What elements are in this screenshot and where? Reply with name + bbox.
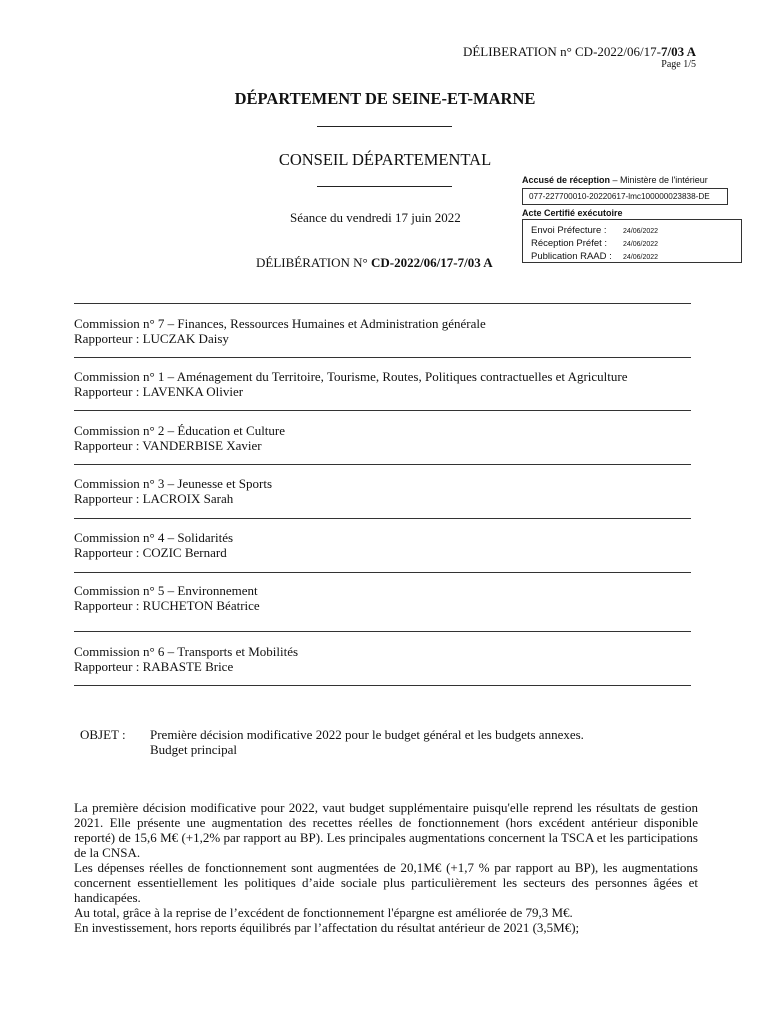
deliberation-prefix: DÉLIBÉRATION N°: [256, 255, 371, 270]
commission-rapporteur: Rapporteur : LUCZAK Daisy: [74, 331, 229, 346]
section-rule: [74, 518, 691, 519]
section-rule: [74, 357, 691, 358]
commission-rapporteur: Rapporteur : LAVENKA Olivier: [74, 384, 244, 399]
commission-block: [74, 369, 628, 399]
stamp-row-value: 24/06/2022: [623, 254, 659, 261]
stamp-row-label: Publication RAAD :: [531, 251, 612, 262]
section-rule: [74, 303, 691, 304]
section-rule: [74, 464, 691, 465]
stamp-row-envoi: [531, 225, 741, 238]
body-text: [74, 800, 698, 935]
section-rule: [74, 685, 691, 686]
stamp-dates-box: [522, 219, 742, 263]
department-title: DÉPARTEMENT DE SEINE-ET-MARNE: [234, 89, 536, 108]
objet-line-1: Première décision modificative 2022 pour le budget général et les budgets annexes.: [150, 727, 584, 742]
deliberation-code: CD-2022/06/17-7/03 A: [370, 255, 493, 270]
section-rule: [74, 572, 691, 573]
commission-block: [74, 530, 233, 560]
commission-title: Commission n° 4 – Solidarités: [74, 530, 234, 545]
body-paragraph: Les dépenses réelles de fonctionnement sont augmentées de 20,1M€ (+1,7 % par rapport au BP), les augmentations concernent essentiellement les politiques d’aide sociale plus particulièrement les secteurs des personnes âgées et handicapées.: [74, 860, 698, 905]
deliberation-reference: [463, 44, 696, 60]
commission-title: Commission n° 5 – Environnement: [74, 583, 258, 598]
commission-block: [74, 476, 272, 506]
commission-rapporteur: Rapporteur : LACROIX Sarah: [74, 491, 234, 506]
body-paragraph: Au total, grâce à la reprise de l’excédent de fonctionnement l'épargne est améliorée de 79,3 M€.: [74, 905, 573, 920]
commission-title: Commission n° 1 – Aménagement du Territoire, Tourisme, Routes, Politiques contractuelles et Agriculture: [74, 369, 628, 384]
stamp-row-value: 24/06/2022: [623, 228, 659, 235]
stamp-row-publication: [531, 251, 741, 264]
commission-title: Commission n° 2 – Éducation et Culture: [74, 423, 286, 438]
body-paragraph: La première décision modificative pour 2022, vaut budget supplémentaire puisqu'elle reprend les résultats de gestion 2021. Elle présente une augmentation des recettes réelles de fonctionnement (hors excédent antérieur disponible reporté) de 15,6 M€ (+1,2% par rapport au BP). Les principales augmentations concernent la TSCA et les participations de la CNSA.: [74, 800, 698, 860]
stamp-row-value: 24/06/2022: [623, 241, 659, 248]
reference-prefix: DÉLIBERATION n° CD-2022/06/17-: [462, 44, 661, 59]
council-title: CONSEIL DÉPARTEMENTAL: [278, 150, 492, 169]
stamp-title: [522, 175, 708, 185]
commission-rapporteur: Rapporteur : COZIC Bernard: [74, 545, 227, 560]
stamp-id-box: 077-227700010-20220617-lmc100000023838-DE: [522, 188, 728, 205]
page-number: Page 1/5: [661, 59, 696, 70]
stamp-title-bold: Accusé de réception: [522, 175, 611, 185]
deliberation-number: [256, 255, 493, 271]
commission-block: [74, 583, 260, 613]
reference-bold: 7/03 A: [660, 44, 696, 59]
commission-title: Commission n° 7 – Finances, Ressources Humaines et Administration générale: [74, 316, 486, 331]
section-rule: [74, 410, 691, 411]
objet-label: OBJET :: [80, 727, 126, 742]
council-divider: [317, 186, 452, 187]
commission-title: Commission n° 3 – Jeunesse et Sports: [74, 476, 273, 491]
commission-block: [74, 316, 486, 346]
stamp-row-reception: [531, 238, 741, 251]
objet-text: [150, 727, 584, 757]
stamp-title-rest: – Ministère de l'intérieur: [610, 175, 708, 185]
commission-rapporteur: Rapporteur : RUCHETON Béatrice: [74, 598, 260, 613]
objet-line-2: Budget principal: [150, 742, 238, 757]
commission-block: [74, 644, 298, 674]
stamp-certified-label: Acte Certifié exécutoire: [522, 208, 623, 218]
commission-rapporteur: Rapporteur : VANDERBISE Xavier: [74, 438, 262, 453]
commission-block: [74, 423, 285, 453]
commission-title: Commission n° 6 – Transports et Mobilités: [74, 644, 299, 659]
body-paragraph: En investissement, hors reports équilibrés par l’affectation du résultat antérieur de 2021 (3,5M€);: [74, 920, 580, 935]
seance-date: Séance du vendredi 17 juin 2022: [290, 210, 461, 225]
commission-rapporteur: Rapporteur : RABASTE Brice: [74, 659, 234, 674]
stamp-row-label: Envoi Préfecture :: [531, 225, 607, 236]
stamp-row-label: Réception Préfet :: [531, 238, 608, 249]
section-rule: [74, 631, 691, 632]
title-divider: [317, 126, 452, 127]
